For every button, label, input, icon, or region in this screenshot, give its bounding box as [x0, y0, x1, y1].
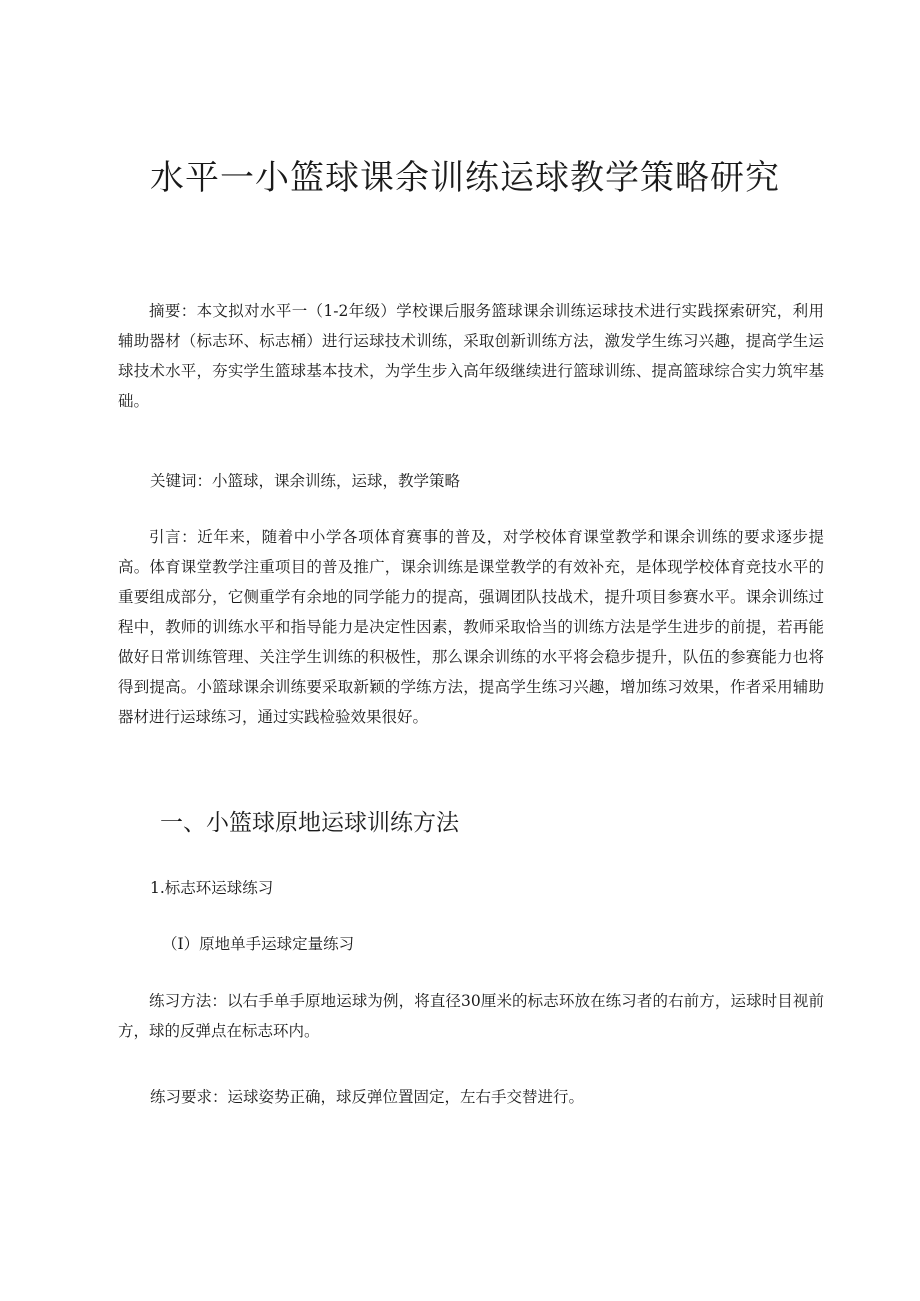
document-title: 水平一小篮球课余训练运球教学策略研究	[150, 158, 780, 198]
section-heading: 一、小篮球原地运球训练方法	[160, 810, 459, 836]
subsection-heading: 1.标志环运球练习	[150, 879, 274, 897]
practice-method-paragraph: 练习方法：以右手单手原地运球为例，将直径30厘米的标志环放在练习者的右前方，运球时目视前方，球的反弹点在标志环内。	[118, 992, 824, 1040]
introduction-paragraph: 引言：近年来，随着中小学各项体育赛事的普及，对学校体育课堂教学和课余训练的要求逐步提高。体育课堂教学注重项目的普及推广，课余训练是课堂教学的有效补充，是体现学校体育竞技水平的重要组成部分，它侧重学有余地的同学能力的提高，强调团队技战术，提升项目参赛水平。课余训练过程中，教师的训练水平和指导能力是决定性因素，教师采取恰当的训练方法是学生进步的前提，若再能做好日常训练管理、关注学生训练的积极性，那么课余训练的水平将会稳步提升，队伍的参赛能力也将得到提高。小篮球课余训练要采取新颖的学练方法，提高学生练习兴趣，增加练习效果，作者采用辅助器材进行运球练习，通过实践检验效果很好。	[118, 528, 824, 726]
abstract-paragraph: 摘要：本文拟对水平一（1-2年级）学校课后服务篮球课余训练运球技术进行实践探索研究，利用辅助器材（标志环、标志桶）进行运球技术训练，采取创新训练方法，激发学生练习兴趣，提高学生运球技术水平，夯实学生篮球基本技术，为学生步入高年级继续进行篮球训练、提高篮球综合实力筑牢基础。	[118, 302, 824, 410]
practice-requirement-line: 练习要求：运球姿势正确，球反弹位置固定，左右手交替进行。	[150, 1088, 585, 1106]
subsubsection-heading: （I）原地单手运球定量练习	[162, 935, 355, 953]
keywords-line: 关键词：小篮球，课余训练，运球，教学策略	[150, 472, 461, 490]
